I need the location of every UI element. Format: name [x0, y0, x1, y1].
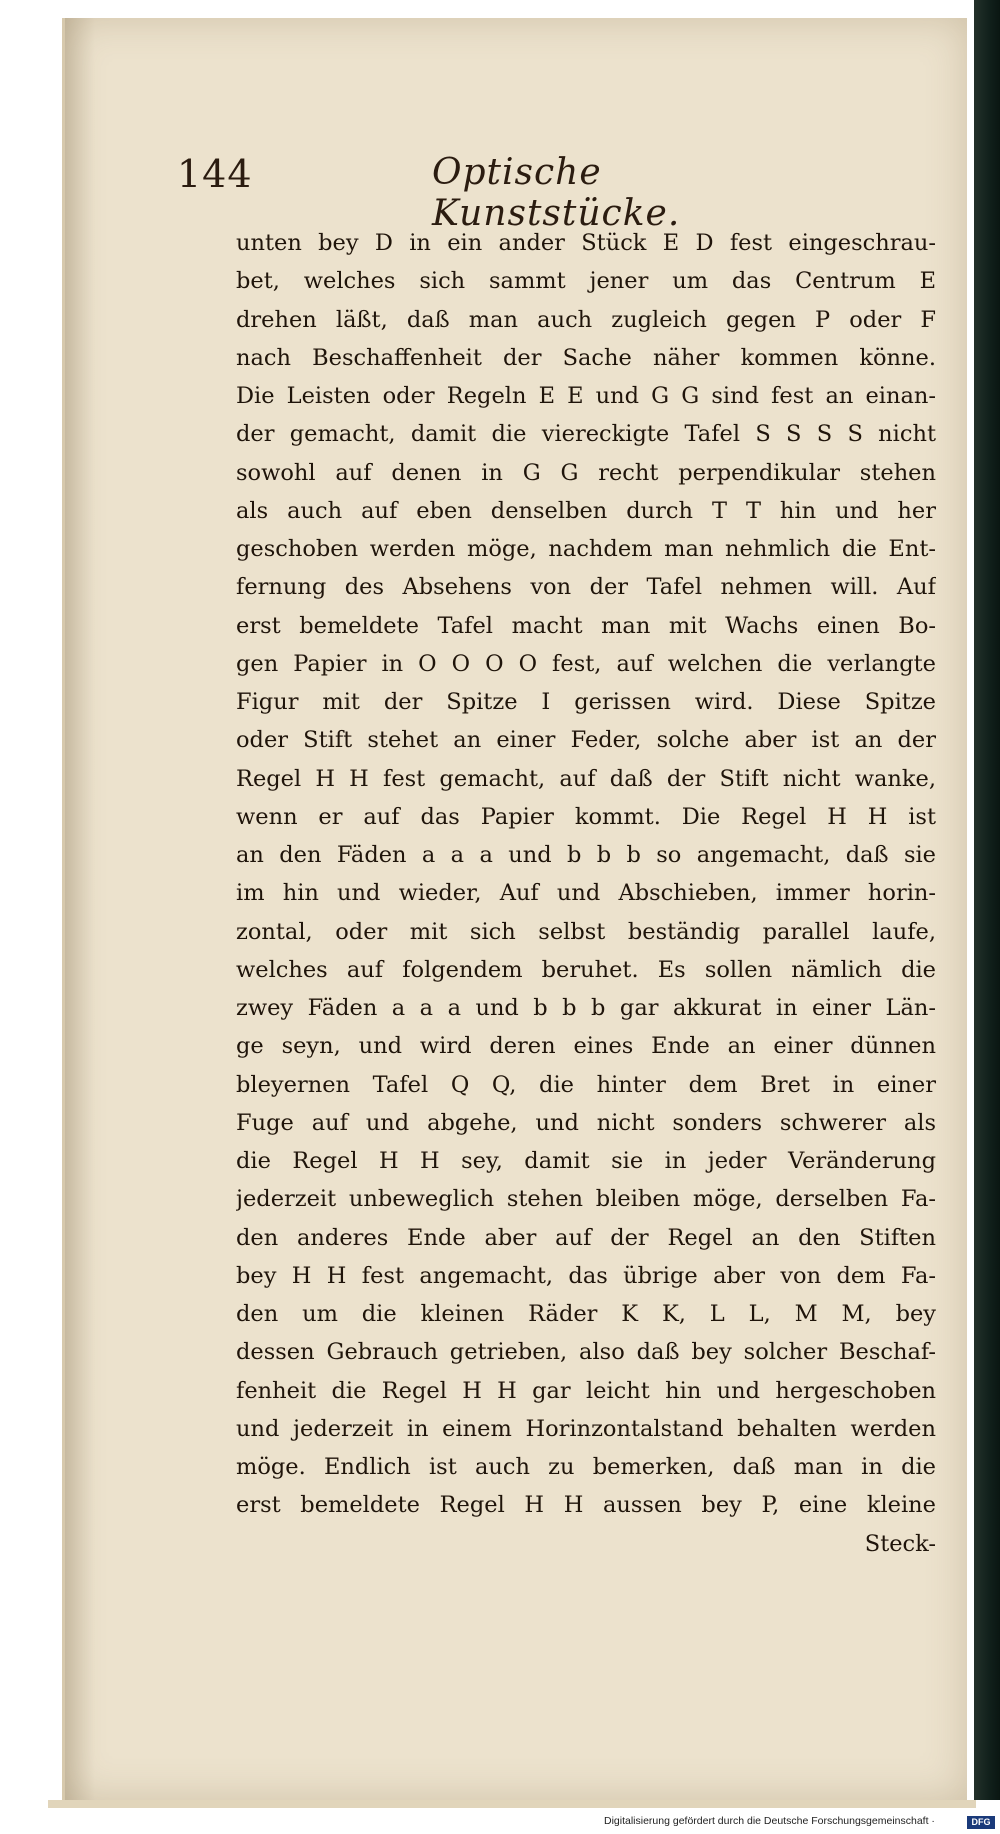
text-line: wenn er auf das Papier kommt. Die Regel H H ist	[236, 803, 936, 830]
text-line: drehen läßt, daß man auch zugleich gegen P oder F	[236, 306, 936, 333]
text-line: nach Beschaffenheit der Sache näher kommen könne.	[236, 344, 936, 371]
text-line: den anderes Ende aber auf der Regel an den Stiften	[236, 1224, 936, 1251]
text-line: zontal, oder mit sich selbst beständig parallel laufe,	[236, 918, 936, 945]
catchword: Steck-	[864, 1530, 936, 1557]
text-line: Die Leisten oder Regeln E E und G G sind fest an einan-	[236, 383, 936, 409]
funding-note: Digitalisierung gefördert durch die Deutsche Forschungsgemeinschaft ·	[604, 1815, 935, 1827]
text-line: welches auf folgendem beruhet. Es sollen nämlich die	[236, 956, 936, 983]
running-head: Optische Kunststücke.	[432, 152, 681, 234]
text-line: die Regel H H sey, damit sie in jeder Veränderung	[236, 1148, 936, 1174]
text-line: und jederzeit in einem Horinzontalstand behalten werden	[236, 1415, 936, 1442]
text-line: zwey Fäden a a a und b b b gar akkurat in einer Län-	[236, 995, 936, 1021]
dfg-logo: DFG	[967, 1816, 995, 1829]
text-line: Figur mit der Spitze I gerissen wird. Diese Spitze	[236, 689, 936, 715]
text-line: fenheit die Regel H H gar leicht hin und hergeschoben	[236, 1377, 936, 1404]
text-line: der gemacht, damit die viereckigte Tafel S S S S nicht	[236, 421, 936, 448]
text-line: fernung des Absehens von der Tafel nehmen will. Auf	[236, 574, 936, 601]
text-line: jederzeit unbeweglich stehen bleiben möge, derselben Fa-	[236, 1186, 936, 1213]
text-line: als auch auf eben denselben durch T T hin und her	[236, 497, 936, 524]
text-line: erst bemeldete Regel H H aussen bey P, eine kleine	[236, 1492, 936, 1519]
text-line: Regel H H fest gemacht, auf daß der Stift nicht wanke,	[236, 765, 936, 792]
text-line: Fuge auf und abgehe, und nicht sonders schwerer als	[236, 1109, 936, 1136]
text-line: oder Stift stehet an einer Feder, solche aber ist an der	[236, 727, 936, 754]
text-line: bet, welches sich sammt jener um das Centrum E	[236, 268, 936, 295]
text-line: ge seyn, und wird deren eines Ende an einer dünnen	[236, 1033, 936, 1060]
text-line: gen Papier in O O O O fest, auf welchen die verlangte	[236, 650, 936, 677]
text-line: an den Fäden a a a und b b b so angemacht, daß sie	[236, 842, 936, 868]
page-header	[177, 152, 817, 234]
book-binding-edge	[974, 0, 1000, 1800]
text-line: sowohl auf denen in G G recht perpendikular stehen	[236, 459, 936, 486]
text-line: unten bey D in ein ander Stück E D fest eingeschrau-	[236, 230, 936, 256]
text-line: den um die kleinen Räder K K, L L, M M, bey	[236, 1301, 936, 1327]
text-line: geschoben werden möge, nachdem man nehmlich die Ent-	[236, 536, 936, 562]
text-line: möge. Endlich ist auch zu bemerken, daß man in die	[236, 1454, 936, 1480]
text-line: erst bemeldete Tafel macht man mit Wachs einen Bo-	[236, 612, 936, 639]
text-line: im hin und wieder, Auf und Abschieben, immer horin-	[236, 880, 936, 907]
page-bottom-edge	[48, 1800, 976, 1808]
body-text	[236, 224, 936, 1563]
text-line: bleyernen Tafel Q Q, die hinter dem Bret in einer	[236, 1071, 936, 1098]
page-number: 144	[177, 152, 253, 196]
text-line: dessen Gebrauch getrieben, also daß bey solcher Beschaf-	[236, 1339, 936, 1366]
text-line: bey H H fest angemacht, das übrige aber von dem Fa-	[236, 1262, 936, 1289]
